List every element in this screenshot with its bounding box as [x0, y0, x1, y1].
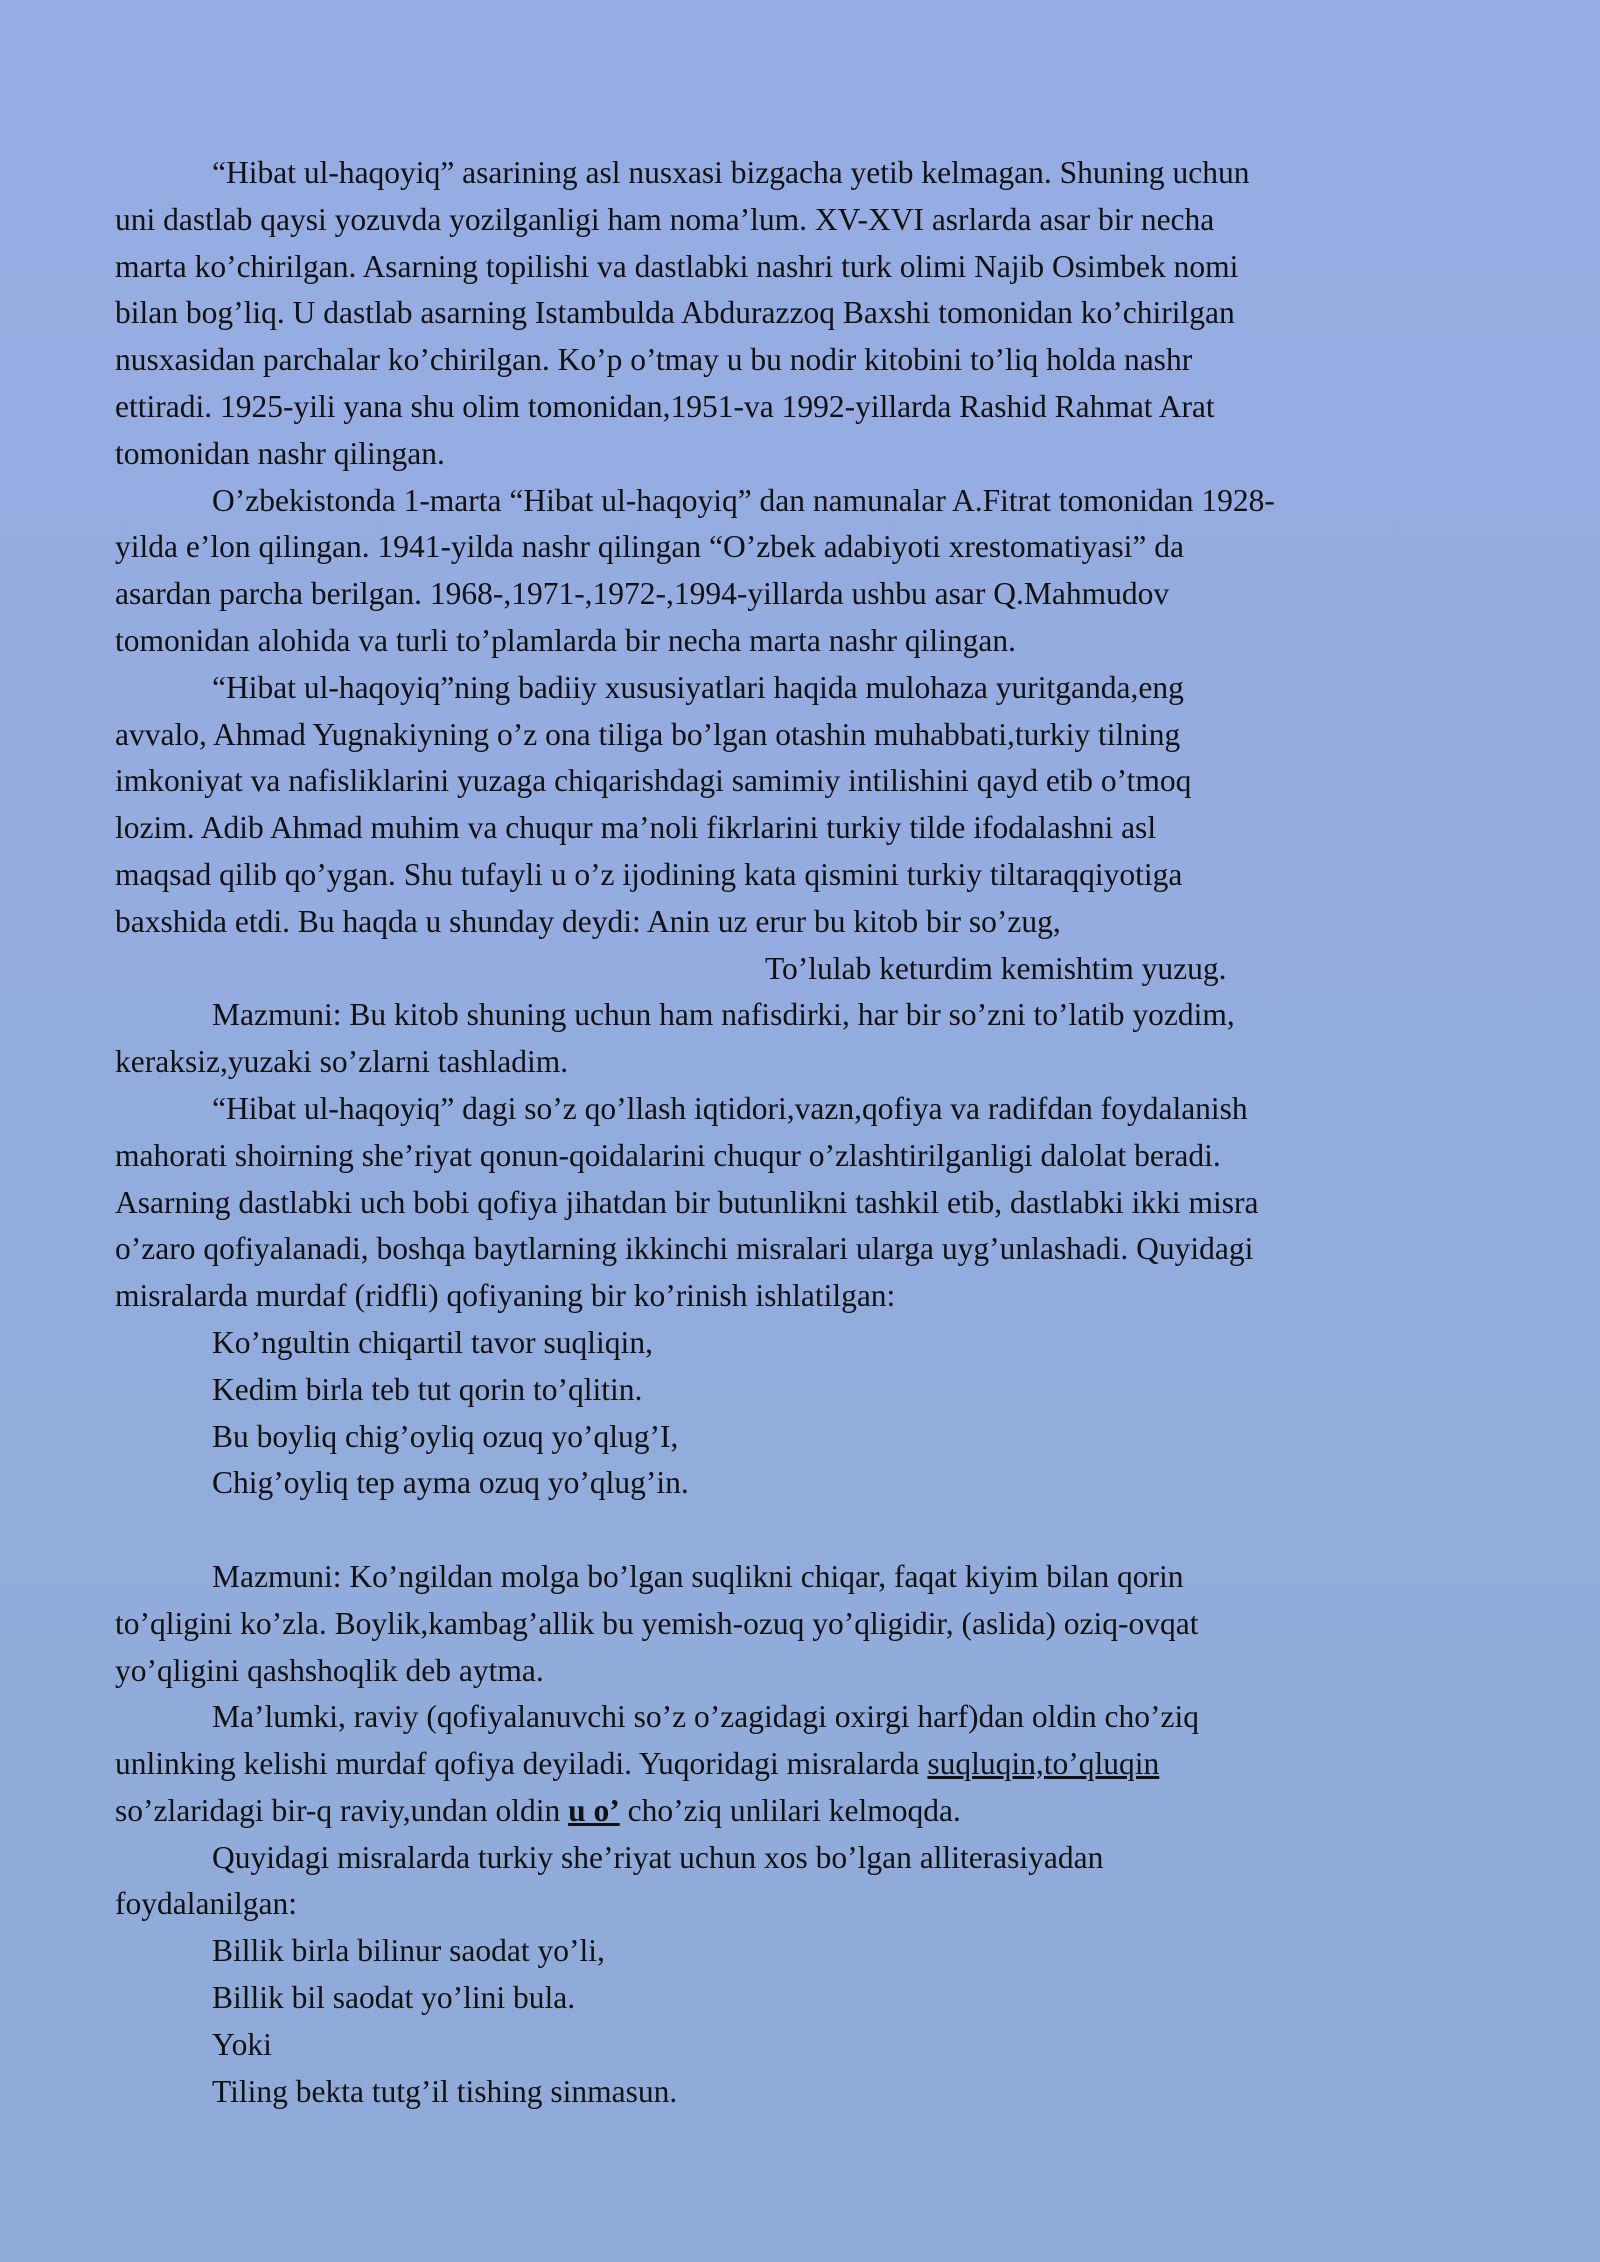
- verse-line: Ko’ngultin chiqartil tavor suqliqin,: [212, 1324, 653, 1360]
- text-line: Ma’lumki, raviy (qofiyalanuvchi so’z o’zagidagi oxirgi harf)dan oldin cho’ziq: [212, 1699, 1199, 1735]
- text-line: misralarda murdaf (ridfli) qofiyaning bir ko’rinish ishlatilgan:: [115, 1278, 896, 1314]
- text-line: maqsad qilib qo’ygan. Shu tufayli u o’z ijodining kata qismini turkiy tiltaraqqiyotiga: [115, 856, 1183, 892]
- text-line: Quyidagi misralarda turkiy she’riyat uchun xos bo’lgan alliterasiyadan: [212, 1839, 1104, 1875]
- text-segment: unlinking kelishi murdaf qofiya deyiladi. Yuqoridagi misralarda: [115, 1746, 928, 1782]
- text-line: lozim. Adib Ahmad muhim va chuqur ma’noli fikrlarini turkiy tilde ifodalashni asl: [115, 810, 1157, 846]
- text-line: Yoki: [212, 2026, 272, 2062]
- verse-line: Billik bil saodat yo’lini bula.: [212, 1980, 576, 2016]
- text-line: to’qligini ko’zla. Boylik,kambag’allik bu yemish-ozuq yo’qligidir, (aslida) oziq-ovqat: [115, 1605, 1199, 1641]
- document-body: [115, 150, 1495, 2115]
- text-line: ettiradi. 1925-yili yana shu olim tomonidan,1951-va 1992-yillarda Rashid Rahmat Arat: [115, 388, 1215, 424]
- text-line: yilda e’lon qilingan. 1941-yilda nashr qilingan “O’zbek adabiyoti xrestomatiyasi” da: [115, 529, 1184, 565]
- text-line: marta ko’chirilgan. Asarning topilishi va dastlabki nashri turk olimi Najib Osimbek nomi: [115, 248, 1239, 284]
- text-line: asardan parcha berilgan. 1968-,1971-,1972-,1994-yillarda ushbu asar Q.Mahmudov: [115, 576, 1170, 612]
- underlined-bold-vowels: u o’: [568, 1792, 620, 1828]
- text-line: keraksiz,yuzaki so’zlarni tashladim.: [115, 1044, 569, 1080]
- text-line: Mazmuni: Bu kitob shuning uchun ham nafisdirki, har bir so’zni to’latib yozdim,: [212, 997, 1235, 1033]
- text-line: “Hibat ul-haqoyiq”ning badiiy xususiyatlari haqida mulohaza yuritganda,eng: [212, 669, 1184, 705]
- text-line: mahorati shoirning she’riyat qonun-qoidalarini chuqur o’zlashtirilganligi dalolat beradi.: [115, 1137, 1221, 1173]
- verse-line: Tiling bekta tutg’il tishing sinmasun.: [212, 2073, 678, 2109]
- verse-line: Bu boyliq chig’oyliq ozuq yo’qlug’I,: [212, 1418, 679, 1454]
- text-segment: cho’ziq unlilari kelmoqda.: [619, 1792, 961, 1828]
- text-line: “Hibat ul-haqoyiq” asarining asl nusxasi bizgacha yetib kelmagan. Shuning uchun: [212, 155, 1250, 190]
- text-line: avvalo, Ahmad Yugnakiyning o’z ona tiliga bo’lgan otashin muhabbati,turkiy tilning: [115, 716, 1181, 752]
- text-line: bilan bog’liq. U dastlab asarning Istambulda Abdurazzoq Baxshi tomonidan ko’chirilgan: [115, 295, 1235, 331]
- text-line: “Hibat ul-haqoyiq” dagi so’z qo’llash iqtidori,vazn,qofiya va radifdan foydalanish: [212, 1090, 1248, 1126]
- text-line: [115, 1741, 1495, 1788]
- verse-line: Billik birla bilinur saodat yo’li,: [212, 1933, 605, 1969]
- text-line: o’zaro qofiyalanadi, boshqa baytlarning ikkinchi misralari ularga uyg’unlashadi. Quyidagi: [115, 1231, 1254, 1267]
- text-line: Asarning dastlabki uch bobi qofiya jihatdan bir butunlikni tashkil etib, dastlabki ikki misra: [115, 1184, 1259, 1220]
- verse-line: Chig’oyliq tep ayma ozuq yo’qlug’in.: [212, 1465, 689, 1501]
- verse-line: To’lulab keturdim kemishtim yuzug.: [765, 950, 1227, 986]
- text-line: yo’qligini qashshoqlik deb aytma.: [115, 1652, 544, 1688]
- text-segment: so’zlaridagi bir-q raviy,undan oldin: [115, 1792, 569, 1828]
- verse-line: Kedim birla teb tut qorin to’qlitin.: [212, 1371, 643, 1407]
- text-line: baxshida etdi. Bu haqda u shunday deydi: Anin uz erur bu kitob bir so’zug,: [115, 903, 1061, 939]
- text-line: Mazmuni: Ko’ngildan molga bo’lgan suqlikni chiqar, faqat kiyim bilan qorin: [212, 1558, 1184, 1594]
- text-line: [115, 1788, 1495, 1835]
- text-line: imkoniyat va nafisliklarini yuzaga chiqarishdagi samimiy intilishini qayd etib o’tmoq: [115, 763, 1192, 799]
- text-line: uni dastlab qaysi yozuvda yozilganligi ham noma’lum. XV-XVI asrlarda asar bir necha: [115, 201, 1215, 237]
- text-line: foydalanilgan:: [115, 1886, 297, 1922]
- text-line: O’zbekistonda 1-marta “Hibat ul-haqoyiq” dan namunalar A.Fitrat tomonidan 1928-: [212, 482, 1275, 518]
- underlined-words: suqluqin,to’qluqin: [927, 1746, 1160, 1782]
- blank-line: [115, 1507, 1495, 1554]
- text-line: tomonidan nashr qilingan.: [115, 435, 445, 471]
- text-line: tomonidan alohida va turli to’plamlarda bir necha marta nashr qilingan.: [115, 622, 1016, 658]
- text-line: nusxasidan parchalar ko’chirilgan. Ko’p o’tmay u bu nodir kitobini to’liq holda nashr: [115, 342, 1193, 378]
